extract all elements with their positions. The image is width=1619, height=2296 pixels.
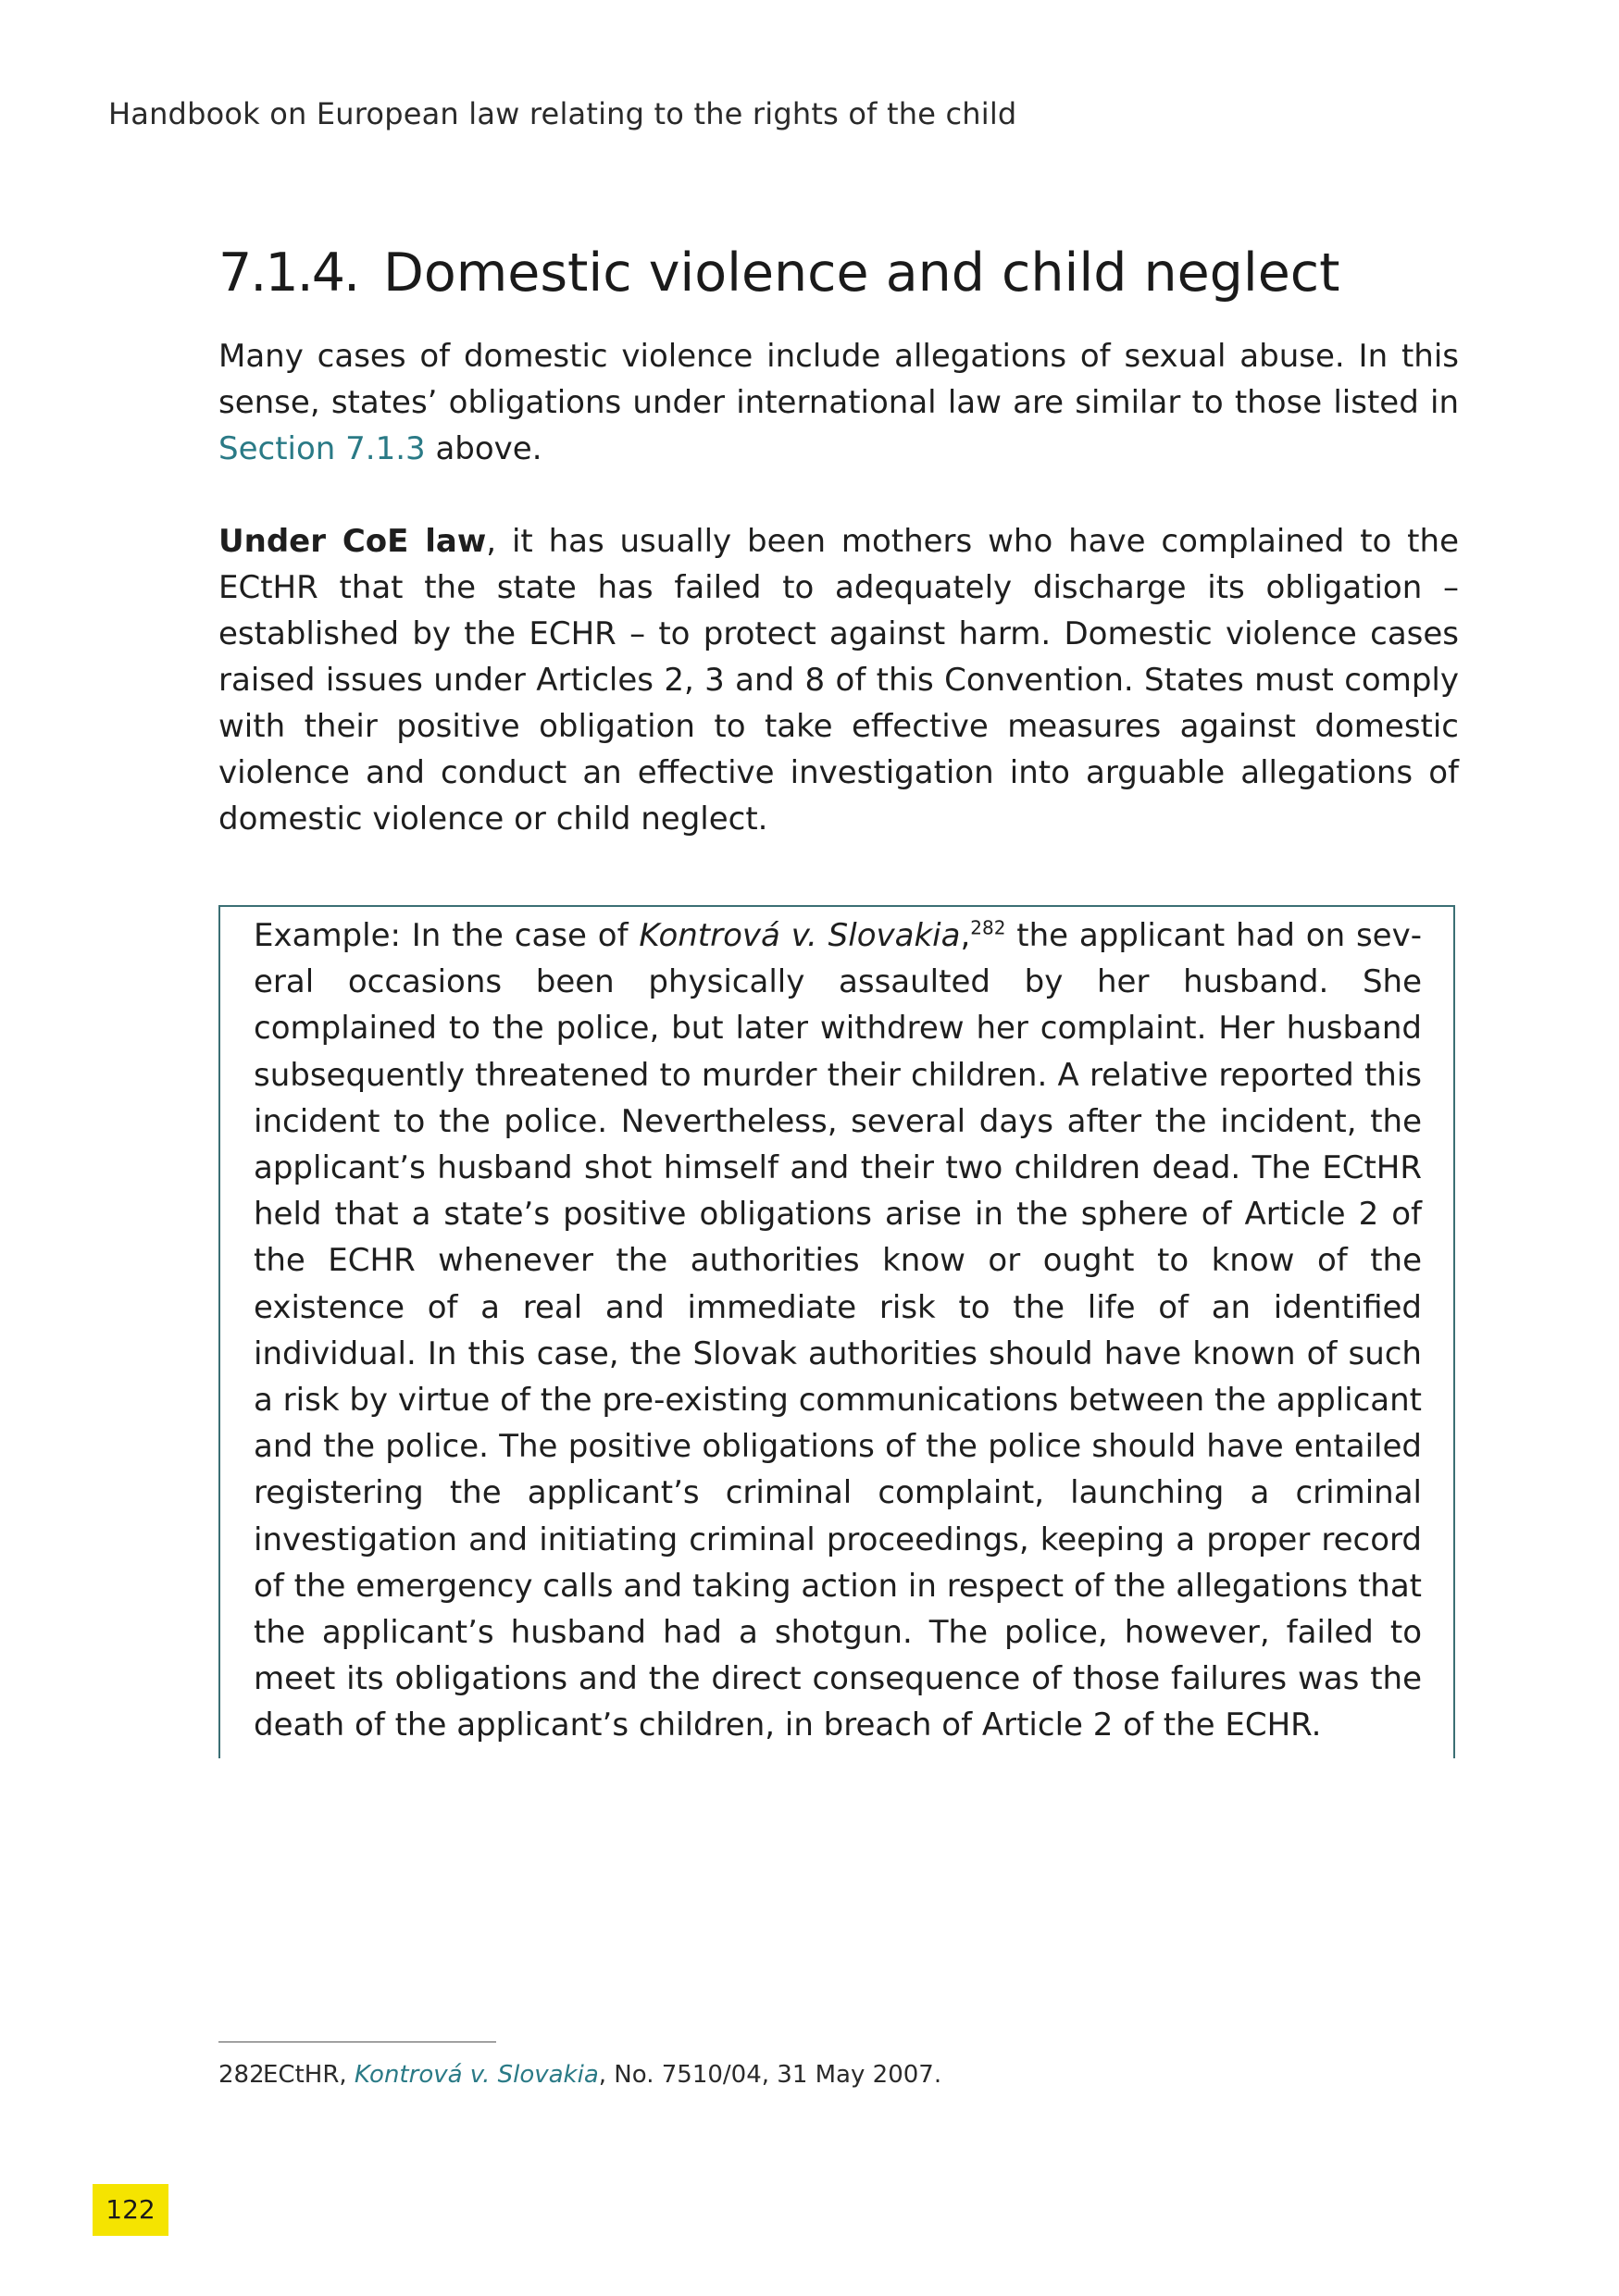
coe-law-text: , it has usually been mothers who have complained to the ECtHR that the state has failed to adequately discharge its obligation – established by the ECHR – to protect against harm. Domestic violence cases raised issues under Articles 2, 3 and 8 of this Convention. States must comply with their positive obligation to take effective measures against domestic violence and conduct an effective investigation into arguable allegations of domestic violence or child neglect. [218, 523, 1459, 838]
footnote-prefix: ECtHR, [263, 2061, 355, 2089]
coe-law-paragraph [218, 518, 1459, 842]
section-title: Domestic violence and child neglect [383, 242, 1340, 304]
intro-text-after-link: above. [425, 430, 542, 467]
footnote-suffix: , No. 7510/04, 31 May 2007. [598, 2061, 942, 2089]
coe-law-lead: Under CoE law [218, 523, 487, 560]
intro-paragraph [218, 333, 1459, 472]
example-text [254, 912, 1422, 1749]
running-header: Handbook on European law relating to the rights of the child [108, 96, 1017, 131]
example-body: the applicant had on several occasions been physically assaulted by her husband. She complained to the police, but later withdrew her complaint. Her husband subsequently threatened to murder their children. A relative reported this incident to the police. Nevertheless, several days after the incident, the applicant’s husband shot himself and their two children dead. The ECtHR held that a state’s positive obligations arise in the sphere of Article 2 of the ECHR whenever the authorities know or ought to know of the existence of a real and immediate risk to the life of an identified individual. In this case, the Slovak authorities should have known of such a risk by virtue of the pre-existing communications between the applicant and the police. The positive obligations of the police should have entailed registering the applicant’s criminal complaint, launching a criminal investigation and initiating criminal proceedings, keeping a proper record of the emergency calls and taking action in respect of the allegations that the applicant’s husband had a shotgun. The police, however, failed to meet its obligations and the direct consequence of those failures was the death of the applicant’s children, in breach of Article 2 of the ECHR. [254, 917, 1422, 1744]
footnote-number: 282 [218, 2061, 265, 2089]
section-number: 7.1.4. [218, 242, 359, 304]
example-comma: , [960, 917, 971, 954]
footnote [218, 2058, 941, 2091]
page-number-badge: 122 [93, 2184, 168, 2236]
example-lead: Example: In the case of [254, 917, 640, 954]
example-box [218, 905, 1455, 1758]
example-case-name: Kontrová v. Slovakia [639, 917, 961, 954]
footnote-reference[interactable]: 282 [970, 916, 1006, 939]
footnote-case-link[interactable]: Kontrová v. Slovakia [354, 2061, 599, 2089]
intro-text-before-link: Many cases of domestic violence include allegations of sexual abuse. In this sense, states’ obligations under international law are similar to those listed in [218, 338, 1459, 421]
section-heading [218, 242, 1339, 304]
section-7-1-3-link[interactable]: Section 7.1.3 [218, 430, 426, 467]
